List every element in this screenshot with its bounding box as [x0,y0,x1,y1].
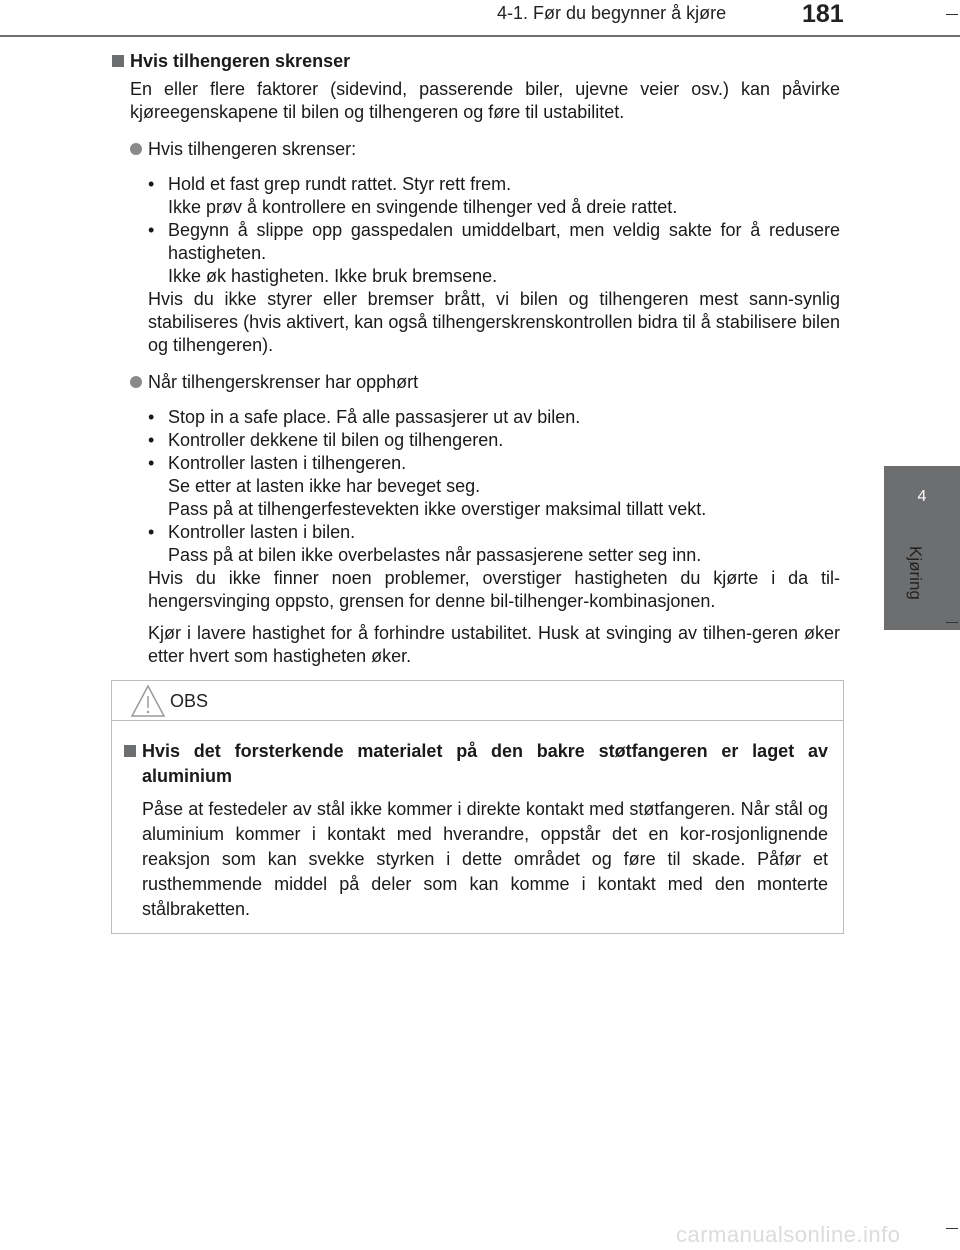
list-item [148,429,840,452]
watermark: carmanualsonline.info [676,1222,901,1247]
circle-bullet-icon [130,143,142,155]
caution-label: OBS [170,691,209,711]
crop-mark [946,14,958,15]
list-item-text: • Kontroller lasten i bilen. [168,522,356,542]
chapter-number: 4 [917,488,927,505]
list-item [148,219,840,288]
subsection-note: Hvis du ikke styrer eller bremser brått, vi bilen og tilhengeren mest sann-synlig stabiliseres (hvis aktivert, kan også tilhengerskrenskontrollen bidra til å stabilisere bilen og tilhengeren). [148,289,840,355]
caution-heading-text: Hvis det forsterkende materialet på den bakre støtfangeren er laget av aluminium [142,741,828,786]
crop-mark [946,1228,958,1229]
caution-text: Påse at festedeler av stål ikke kommer i direkte kontakt med støtfangeren. Når stål og aluminium kommer i kontakt med hverandre, oppstår det en kor-rosjonlignende reaksjon som kan svekke styrken i dette området og føre til skade. Påfør et rusthemmende middel på deler som kan komme i kontakt med den monterte stålbraketten. [142,799,828,919]
subsection-note: Hvis du ikke finner noen problemer, overstiger hastigheten du kjørte i da til-hengersvinging oppsto, grensen for denne bil-tilhenger-kombinasjonen. [148,568,840,611]
subsection-title [112,138,840,161]
section-heading [112,50,840,73]
bullet-list [112,173,840,288]
subsection-title-text: Hvis tilhengeren skrenser: [148,139,357,159]
list-item-text: • Stop in a safe place. Få alle passasjerer ut av bilen. [168,407,581,427]
square-bullet-icon [112,55,124,67]
crop-mark [946,622,958,623]
list-item [148,173,840,219]
main-content [112,50,840,668]
list-item-text: • Hold et fast grep rundt rattet. Styr rett frem. [168,174,512,194]
list-item-text: • Kontroller lasten i tilhengeren. [168,453,407,473]
square-bullet-icon [124,745,136,757]
caution-heading [124,739,828,789]
list-item-subtext: Pass på at bilen ikke overbelastes når passasjerene setter seg inn. [168,545,702,565]
subsection-title-text: Når tilhengerskrenser har opphørt [148,372,419,392]
list-item-subtext: Ikke øk hastigheten. Ikke bruk bremsene. [168,266,498,286]
chapter-label: Kjøring [906,546,925,600]
list-item-text: • Begynn å slippe opp gasspedalen umiddelbart, men veldig sakte for å redusere hastigheten. [168,220,840,263]
caution-header [112,681,843,721]
intro-paragraph: En eller flere faktorer (sidevind, passerende biler, ujevne veier osv.) kan påvirke kjøreegenskapene til bilen og tilhengeren og føre til ustabilitet. [130,79,840,122]
list-item [148,521,840,567]
list-item-subtext: Pass på at tilhengerfestevekten ikke overstiger maksimal tillatt vekt. [168,499,707,519]
list-item-subtext: Se etter at lasten ikke har beveget seg. [168,476,481,496]
warning-triangle-icon [130,683,166,724]
list-item-subtext: Ikke prøv å kontrollere en svingende tilhenger ved å dreie rattet. [168,197,678,217]
subsection-title [112,371,840,394]
section-heading-text: Hvis tilhengeren skrenser [130,51,351,71]
caution-body [124,739,828,922]
page-number: 181 [802,0,844,28]
list-item [148,452,840,521]
circle-bullet-icon [130,376,142,388]
header-rule [0,35,960,37]
list-item [148,406,840,429]
closing-paragraph: Kjør i lavere hastighet for å forhindre ustabilitet. Husk at svinging av tilhen-geren øker etter hvert som hastigheten øker. [148,623,840,666]
section-title: 4-1. Før du begynner å kjøre [497,3,727,23]
bullet-list [112,406,840,567]
caution-box [111,680,844,934]
list-item-text: • Kontroller dekkene til bilen og tilhengeren. [168,430,504,450]
